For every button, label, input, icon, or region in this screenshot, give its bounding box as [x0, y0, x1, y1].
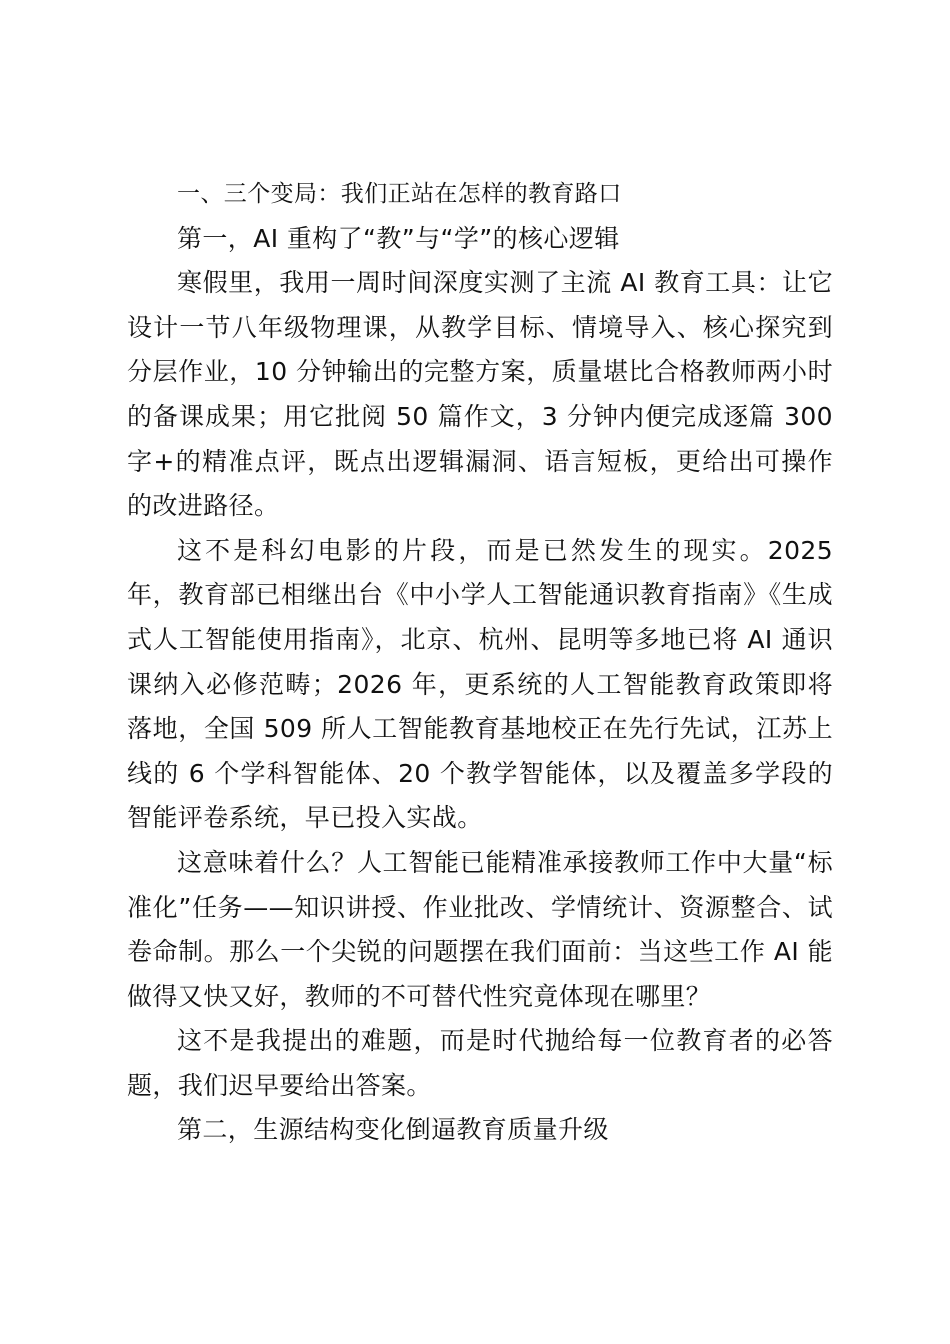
document-body — [127, 172, 833, 1153]
subheading-second: 第二，生源结构变化倒逼教育质量升级 — [177, 1115, 609, 1145]
paragraph-question-of-era: 这不是我提出的难题，而是时代抛给每一位教育者的必答题，我们迟早要给出答案。 — [127, 1026, 833, 1100]
subheading-first: 第一，AI 重构了“教”与“学”的核心逻辑 — [177, 223, 620, 253]
paragraph-what-it-means: 这意味着什么？人工智能已能精准承接教师工作中大量“标准化”任务——知识讲授、作业批改、学情统计、资源整合、试卷命制。那么一个尖锐的问题摆在我们面前：当这些工作 AI 能做得又快又好，教师的不可替代性究竟体现在哪里？ — [127, 847, 833, 1011]
section-heading: 一、三个变局：我们正站在怎样的教育路口 — [177, 181, 622, 207]
paragraph-policy-reality: 这不是科幻电影的片段，而是已然发生的现实。2025 年，教育部已相继出台《中小学人工智能通识教育指南》《生成式人工智能使用指南》，北京、杭州、昆明等多地已将 AI 通识课纳入必修范畴；2026 年，更系统的人工智能教育政策即将落地，全国 509 所人工智能教育基地校正在先行先试，江苏上线的 6 个学科智能体、20 个教学智能体，以及覆盖多学段的智能评卷系统，早已投入实战。 — [127, 535, 833, 833]
paragraph-ai-tools-test: 寒假里，我用一周时间深度实测了主流 AI 教育工具：让它设计一节八年级物理课，从教学目标、情境导入、核心探究到分层作业，10 分钟输出的完整方案，质量堪比合格教师两小时的备课成果；用它批阅 50 篇作文，3 分钟内便完成逐篇 300 字+的精准点评，既点出逻辑漏洞、语言短板，更给出可操作的改进路径。 — [127, 268, 833, 521]
